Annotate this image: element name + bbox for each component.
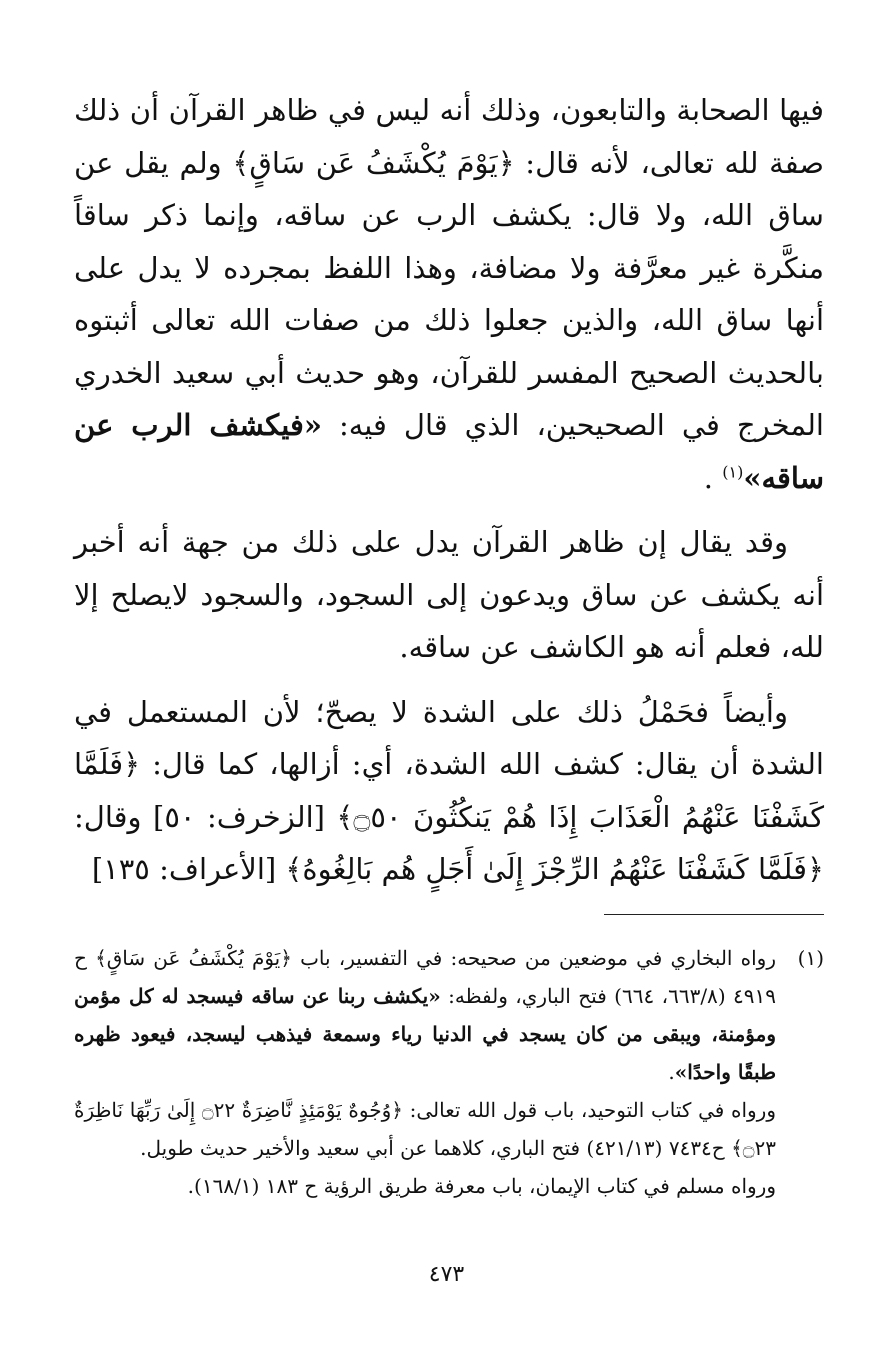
page-number: ٤٧٣ [428,1262,465,1287]
footnotes [74,939,824,1205]
footnote-entry [74,939,824,1205]
footnote-separator [604,914,824,915]
paragraph-1-end: . [703,460,723,495]
main-text [74,84,824,896]
footnote-line-1-end: . [668,1059,675,1084]
footnote-line-1-text: رواه البخاري في موضعين من صحيحه: في التفسير، باب ﴿يَوْمَ يُكْشَفُ عَن سَاقٍ﴾ ح ٤٩١٩ (٦٦٣/٨، ٦٦٤) فتح الباري، ولفظه: [74,945,776,1008]
paragraph-1-text: فيها الصحابة والتابعون، وذلك أنه ليس في ظاهر القرآن أن ذلك صفة لله تعالى، لأنه قال: ﴿يَوْمَ يُكْشَفُ عَن سَاقٍ﴾ ولم يقل عن ساق الله، ولا قال: يكشف الرب عن ساقه، وإنما ذكر ساقاً منكَّرة غير معرَّفة ولا مضافة، وهذا اللفظ بمجرده لا يدل على أنها ساق الله، والذين جعلوا ذلك من صفات الله تعالى أثبتوه بالحديث الصحيح المفسر للقرآن، وهو حديث أبي سعيد الخدري المخرج في الصحيحين، الذي قال فيه: [74,93,824,442]
footnote-bold-quote: «يكشف ربنا عن ساقه فيسجد له كل مؤمن ومؤمنة، ويبقى من كان يسجد في الدنيا رياء وسمعة فيذهب ليسجد، فيعود ظهره طبقًا واحدًا» [74,983,776,1084]
book-page [74,84,824,1284]
paragraph-1 [74,84,824,504]
footnote-line-1 [74,939,776,1091]
footnote-reference[interactable]: (١) [722,461,744,481]
footnote-marker: (١) [797,945,824,970]
hadith-quote: «فيكشف الرب عن ساقه» [74,408,824,495]
footnote-body [74,939,776,1205]
footnote-line-2: ورواه في كتاب التوحيد، باب قول الله تعالى: ﴿وُجُوهٌ يَوْمَئِذٍ نَّاضِرَةٌ ۝٢٢ إِلَىٰ رَبِّهَا نَاظِرَةٌ ۝٢٣﴾ ح٧٤٣٤ (٤٢١/١٣) فتح الباري، كلاهما عن أبي سعيد والأخير حديث طويل. [74,1097,776,1160]
paragraph-2: وقد يقال إن ظاهر القرآن يدل على ذلك من جهة أنه أخبر أنه يكشف عن ساق ويدعون إلى السجود، والسجود لايصلح إلا لله، فعلم أنه هو الكاشف عن ساقه. [74,525,824,664]
paragraph-3: وأيضاً فحَمْلُ ذلك على الشدة لا يصحّ؛ لأن المستعمل في الشدة أن يقال: كشف الله الشدة، أي: أزالها، كما قال: ﴿فَلَمَّا كَشَفْنَا عَنْهُمُ الْعَذَابَ إِذَا هُمْ يَنكُثُونَ ۝٥٠﴾ [الزخرف: ٥٠] وقال: ﴿فَلَمَّا كَشَفْنَا عَنْهُمُ الرِّجْزَ إِلَىٰ أَجَلٍ هُم بَالِغُوهُ﴾ [الأعراف: ١٣٥] [74,694,825,886]
footnote-line-3: ورواه مسلم في كتاب الإيمان، باب معرفة طريق الرؤية ح ١٨٣ (١٦٨/١). [187,1173,776,1198]
